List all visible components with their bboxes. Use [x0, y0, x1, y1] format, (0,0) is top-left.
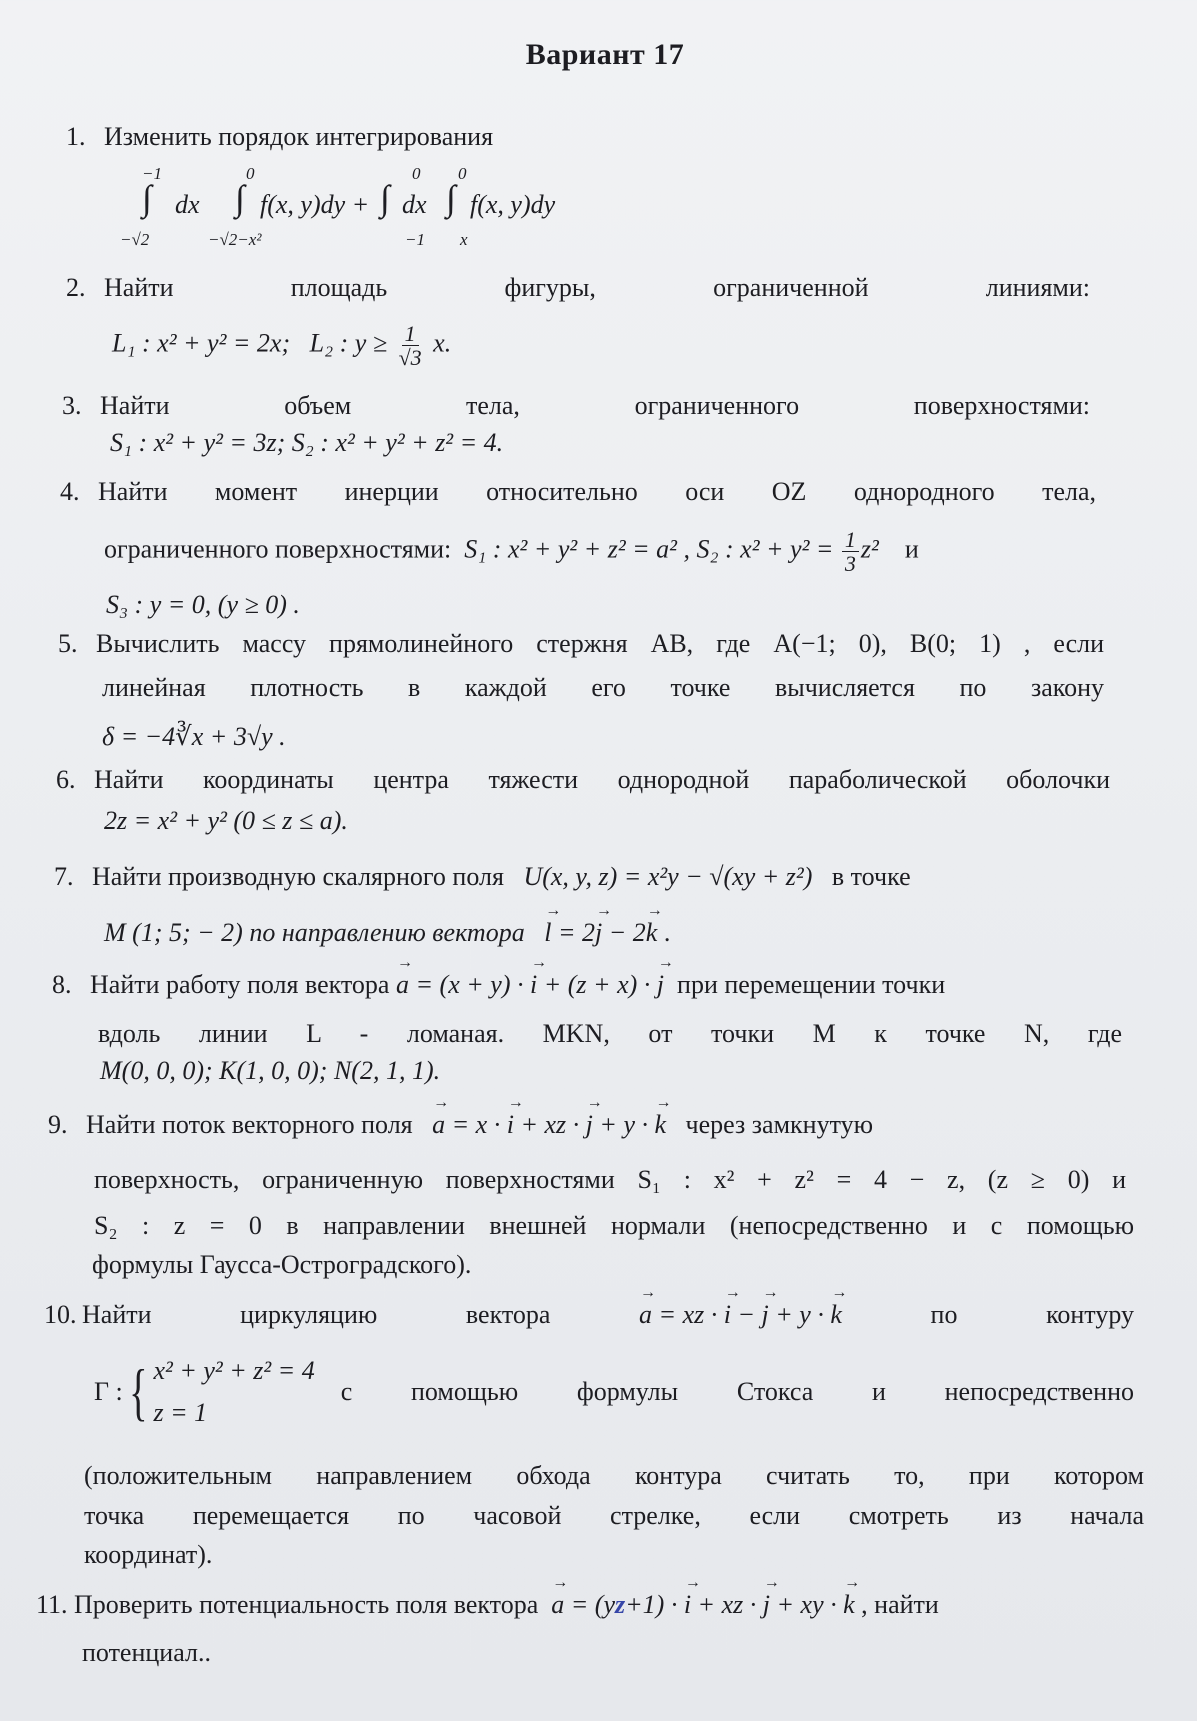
handwritten-correction: z	[614, 1590, 626, 1619]
task-9-line-4: формулы Гаусса-Остроградского).	[92, 1250, 472, 1279]
task-4: 4. Найти момент инерции относительно оси OZ однородного тела,	[60, 477, 1096, 506]
integral-sign: ∫	[446, 178, 456, 218]
task-8: 8. Найти работу поля вектора → a = (x + y) · → i + (z + x) · → j при перемещении точки	[52, 970, 945, 1000]
task-9-line-3: S₂ : z = 0 в направлении внешней нормали (непосредственно и с помощью	[94, 1211, 1134, 1240]
brace-icon: {	[128, 1355, 148, 1427]
task-7: 7. Найти производную скалярного поля U(x, y, z) = x²y − √(xy + z²) в точке	[54, 862, 911, 891]
task-2-formula: L₁ : x² + y² = 2x; L₂ : y ≥ $\frac{1}{√3}$ x.	[112, 321, 452, 371]
task-6-line-2: 2z = x² + y² (0 ≤ z ≤ a).	[104, 806, 348, 835]
task-5-line-2: линейная плотность в каждой его точке вычисляется по закону	[102, 673, 1104, 702]
task-11: 11. Проверить потенциальность поля вектора → a = (yz+1) · → i + xz · → j + xy · → k , найти	[36, 1590, 939, 1620]
fraction: $\frac{1}{3}$	[842, 528, 859, 575]
task-10-line-4: точка перемещается по часовой стрелке, если смотреть из начала	[84, 1501, 1144, 1530]
task-6: 6. Найти координаты центра тяжести однородной параболической оболочки	[56, 765, 1110, 794]
task-3: 3. Найти объем тела, ограниченного поверхностями:	[62, 391, 1091, 420]
task-1-formula: ∫ −1 −√2 dx ∫ 0 −√2−x² f(x, y)dy + ∫ 0 −1 dx ∫ 0 x f(x, y)dy	[120, 164, 556, 249]
task-1: 1. Изменить порядок интегрирования	[66, 122, 494, 151]
task-7-line-2: M (1; 5; − 2) по направлению вектора → l = 2→ j − 2→ k .	[104, 918, 670, 948]
task-9: 9. Найти поток векторного поля → a = x · → i + xz · → j + y · → k через замкнутую	[48, 1110, 873, 1140]
task-8-line-3: M(0, 0, 0); K(1, 0, 0); N(2, 1, 1).	[100, 1056, 441, 1085]
integral-sign: ∫	[380, 178, 390, 218]
task-10-line-5: координат).	[84, 1540, 213, 1569]
task-8-line-2: вдоль линии L - ломаная. MKN, от точки M к точке N, где	[98, 1019, 1122, 1048]
task-11-line-2: потенциал..	[82, 1638, 211, 1667]
integral-sign: ∫	[235, 178, 245, 218]
task-10-line-3: (положительным направлением обхода контура считать то, при котором	[84, 1461, 1144, 1490]
task-5: 5. Вычислить массу прямолинейного стержня AB, где A(−1; 0), B(0; 1) , если	[58, 629, 1104, 658]
integral-sign: ∫	[142, 178, 152, 218]
fraction: $\frac{1}{√3}$	[398, 321, 422, 371]
task-5-line-3: δ = −4∛x + 3√y .	[102, 722, 286, 751]
task-1-text: Изменить порядок интегрирования	[104, 122, 494, 151]
task-4-line-2: ограниченного поверхностями: S₁ : x² + y² + z² = a² , S₂ : x² + y² = $\frac{1}{3}$ z² и	[104, 527, 919, 577]
task-10-system: Г : { x² + y² + z² = 4 z = 1 с помощью формулы Стокса и непосредственно	[94, 1355, 1134, 1427]
task-3-formula: S₁ : x² + y² = 3z; S₂ : x² + y² + z² = 4.	[110, 428, 504, 457]
task-2: 2. Найти площадь фигуры, ограниченной линиями:	[66, 273, 1091, 302]
task-9-line-2: поверхность, ограниченную поверхностями S₁ : x² + z² = 4 − z, (z ≥ 0) и	[94, 1165, 1126, 1194]
task-4-line-3: S₃ : y = 0, (y ≥ 0) .	[106, 590, 300, 619]
page-title: Вариант 17	[525, 38, 685, 71]
task-10: 10. Найти циркуляцию вектора → a = xz · → i − → j + y · → k по контуру	[44, 1300, 1134, 1330]
